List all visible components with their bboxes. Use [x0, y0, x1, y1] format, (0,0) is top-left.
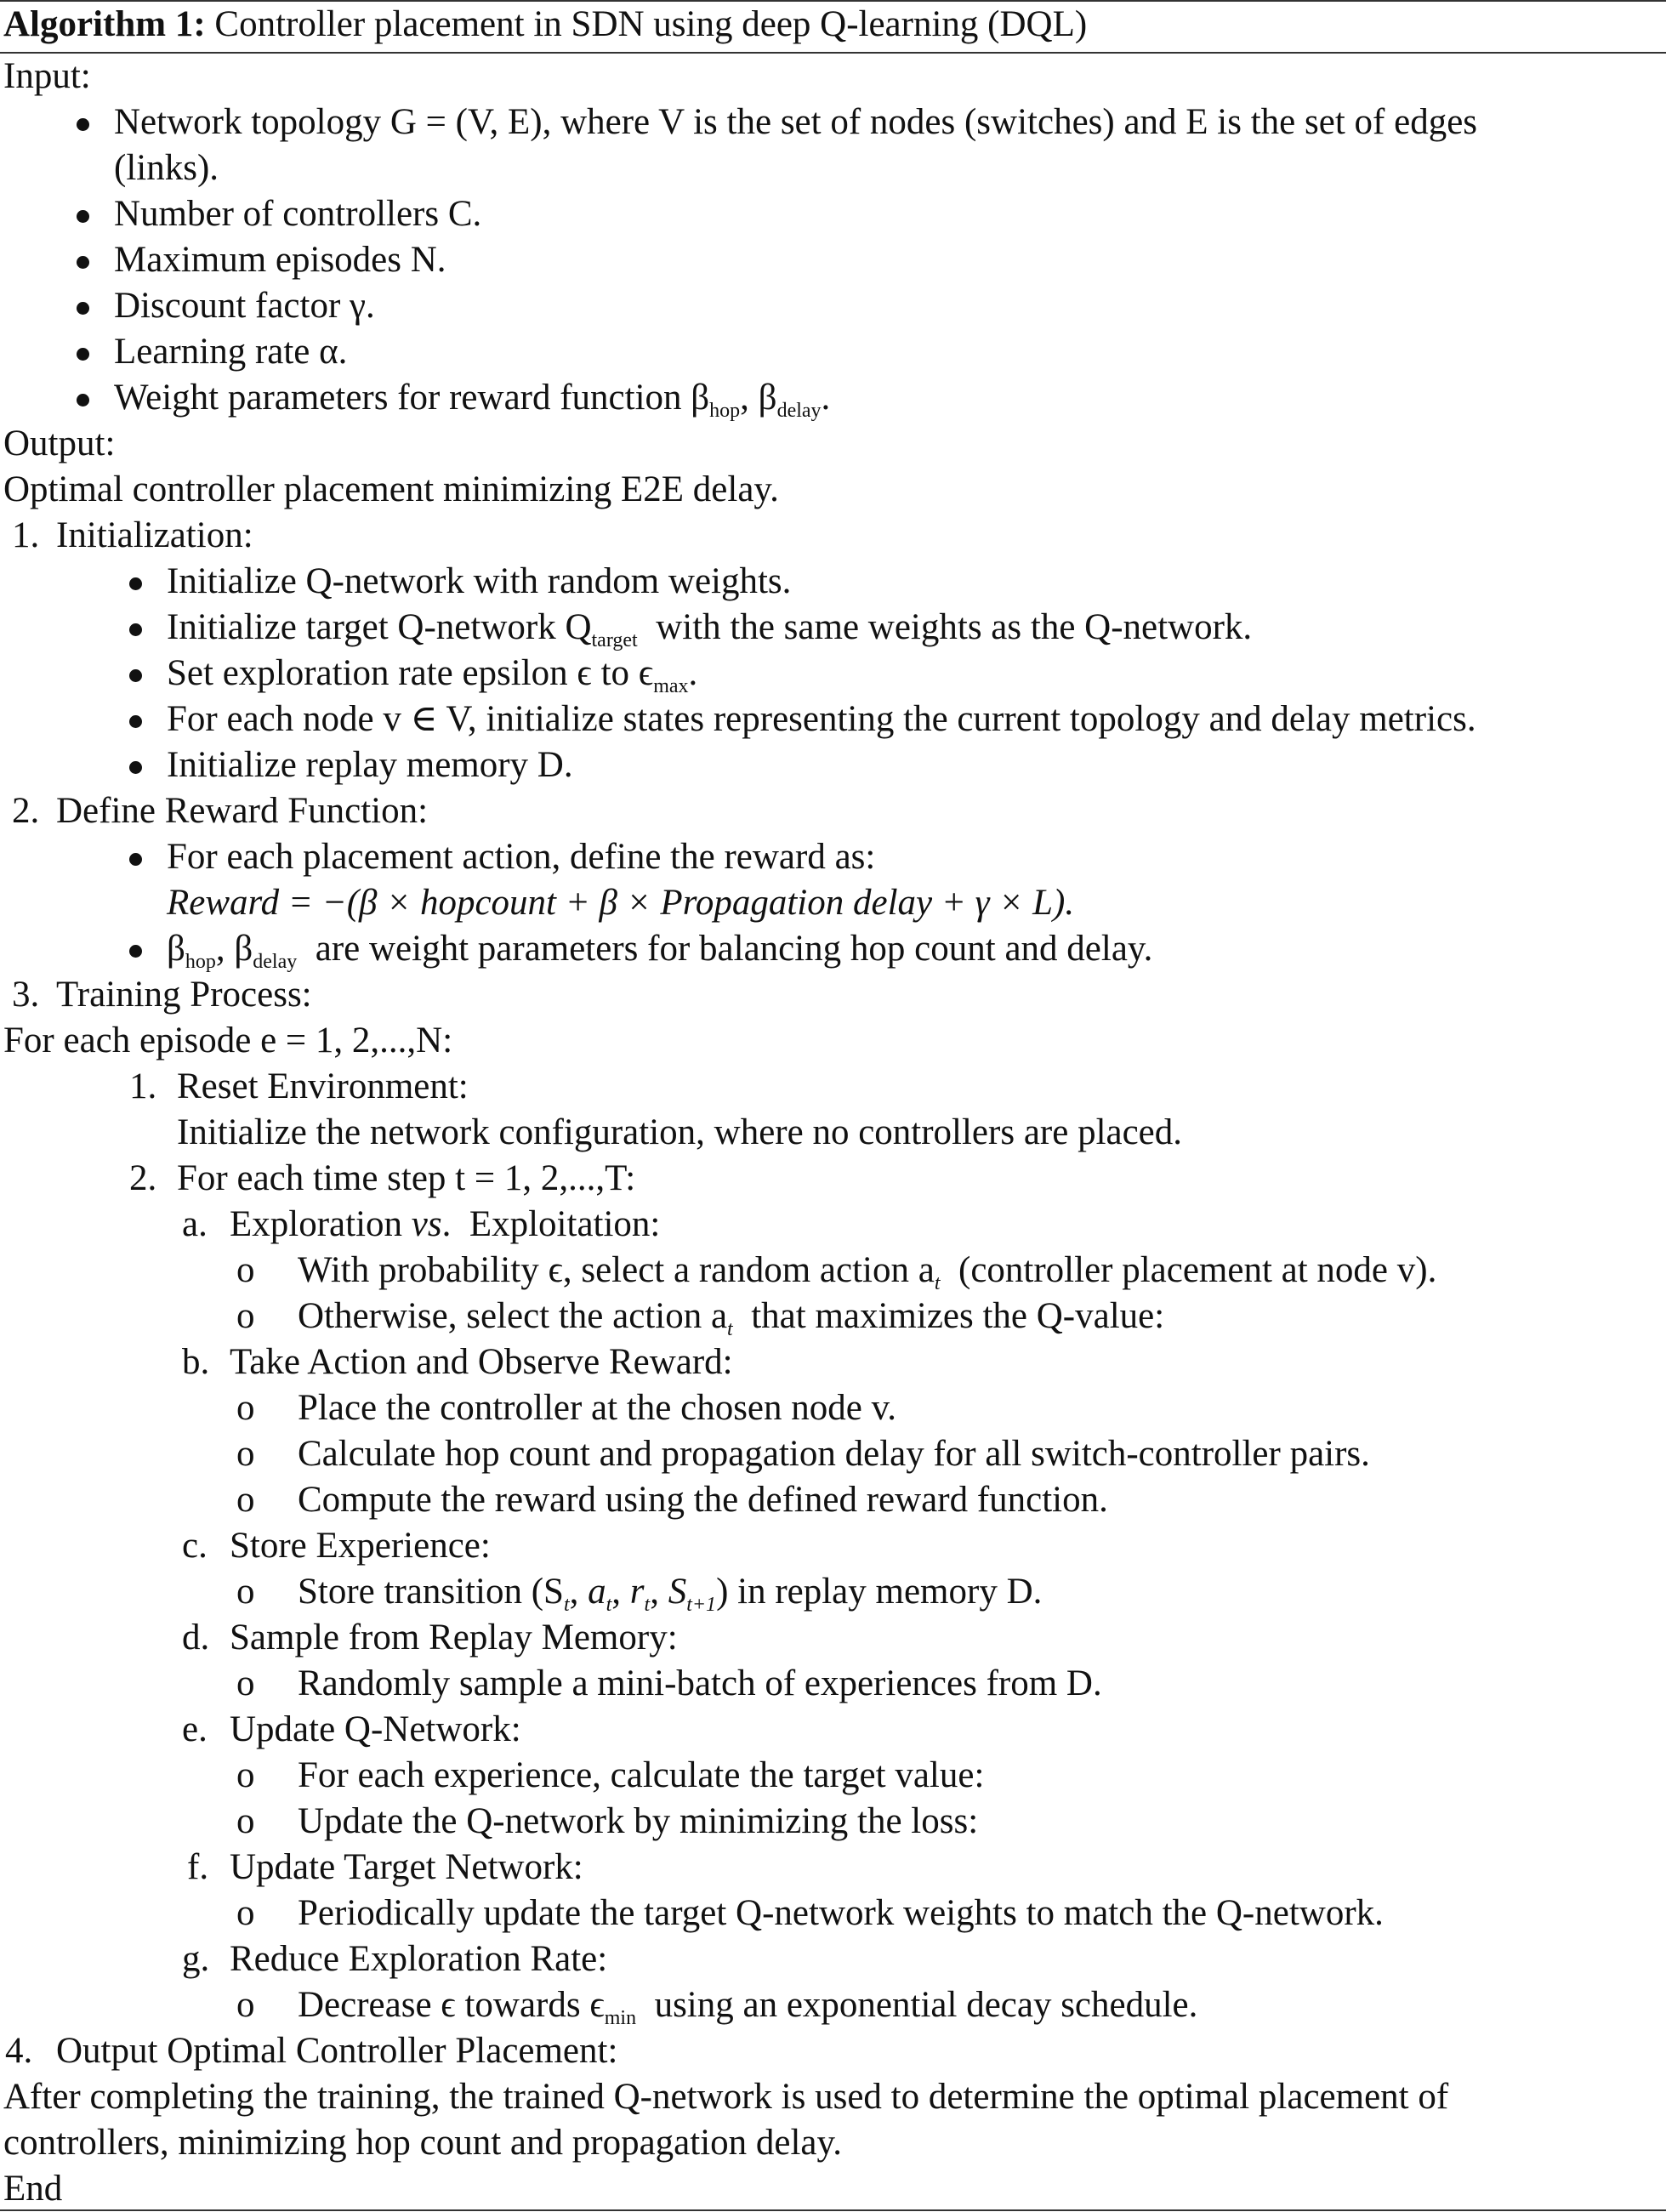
input-heading: Input: [3, 56, 91, 96]
part-b-item-place: Place the controller at the chosen node v. [298, 1388, 897, 1428]
input-item-topology-cont: (links). [114, 148, 219, 188]
bullet-dot [77, 118, 89, 131]
part-f-letter: f. [187, 1847, 209, 1887]
sub-2-number: 2. [129, 1158, 157, 1198]
init-item-qnet: Initialize Q-network with random weights. [167, 561, 792, 601]
episode-loop: For each episode e = 1, 2,...,N: [3, 1021, 453, 1061]
part-a-letter: a. [182, 1204, 208, 1244]
sub-1-number: 1. [129, 1066, 157, 1106]
end-label: End [3, 2169, 63, 2209]
part-e-item-target: For each experience, calculate the target value: [298, 1755, 985, 1795]
o-bullet: o [236, 1434, 255, 1474]
bullet-dot [129, 945, 142, 958]
part-f-title: Update Target Network: [230, 1847, 583, 1887]
part-b-item-calc: Calculate hop count and propagation delay for all switch-controller pairs. [298, 1434, 1370, 1474]
o-bullet: o [236, 1663, 255, 1703]
part-f-item-periodic: Periodically update the target Q-network weights to match the Q-network. [298, 1893, 1384, 1933]
init-item-epsilon: Set exploration rate epsilon ϵ to $\epsilon_{max}$. [167, 653, 698, 697]
bullet-dot [129, 761, 142, 774]
part-b-title: Take Action and Observe Reward: [230, 1342, 733, 1382]
part-d-title: Sample from Replay Memory: [230, 1618, 678, 1658]
reward-item-weights: $\beta_{hop}$, $\beta_{delay}$ are weight parameters for balancing hop count and delay. [167, 929, 1153, 973]
algorithm-title: Controller placement in SDN using deep Q-learning (DQL) [214, 4, 1088, 44]
sub-2-title: For each time step t = 1, 2,...,T: [177, 1158, 636, 1198]
part-d-letter: d. [182, 1618, 210, 1658]
step-4-number: 4. [5, 2031, 33, 2071]
init-item-replay: Initialize replay memory D. [167, 745, 573, 785]
reward-item-define: For each placement action, define the reward as: [167, 837, 876, 877]
step-4-title: Output Optimal Controller Placement: [56, 2031, 618, 2071]
part-a-item-greedy: Otherwise, select the action $a_t$ that maximizes the Q-value: [298, 1296, 1165, 1340]
o-bullet: o [236, 1250, 255, 1290]
input-item-weights: Weight parameters for reward function $\beta_{hop}$, $\beta_{delay}$. [114, 378, 831, 422]
output-heading: Output: [3, 424, 116, 463]
bullet-dot [77, 256, 89, 269]
step-1-number: 1. [12, 515, 40, 555]
step-4-text-2: controllers, minimizing hop count and propagation delay. [3, 2123, 842, 2163]
input-item-topology: Network topology G = (V, E), where V is the set of nodes (switches) and E is the set of edges [114, 102, 1478, 142]
input-item-controllers: Number of controllers C. [114, 194, 482, 234]
bullet-dot [129, 715, 142, 728]
o-bullet: o [236, 1572, 255, 1612]
o-bullet: o [236, 1755, 255, 1795]
bullet-dot [77, 210, 89, 223]
part-e-letter: e. [182, 1709, 208, 1749]
input-item-episodes: Maximum episodes N. [114, 240, 446, 280]
init-item-target: Initialize target Q-network $Q_{target}$ with the same weights as the Q-network. [167, 607, 1253, 651]
input-item-learning-rate: Learning rate α. [114, 332, 348, 372]
step-2-title: Define Reward Function: [56, 791, 429, 831]
algorithm-label: Algorithm 1: [3, 4, 206, 44]
o-bullet: o [236, 1480, 255, 1520]
o-bullet: o [236, 1296, 255, 1336]
part-g-item-decay: Decrease ϵ towards $\epsilon_{min}$ using an exponential decay schedule. [298, 1985, 1198, 2029]
bullet-dot [77, 348, 89, 361]
bullet-dot [129, 853, 142, 866]
init-item-states: For each node v ∈ V, initialize states representing the current topology and delay metrics. [167, 699, 1476, 739]
step-1-title: Initialization: [56, 515, 253, 555]
bullet-dot [129, 669, 142, 682]
bullet-dot [129, 577, 142, 590]
sub-1-text: Initialize the network configuration, where no controllers are placed. [177, 1112, 1183, 1152]
step-3-title: Training Process: [56, 975, 312, 1015]
bullet-dot [129, 623, 142, 636]
part-b-item-reward: Compute the reward using the defined reward function. [298, 1480, 1108, 1520]
input-item-discount: Discount factor γ. [114, 286, 375, 326]
part-g-letter: g. [182, 1939, 210, 1979]
o-bullet: o [236, 1388, 255, 1428]
part-g-title: Reduce Exploration Rate: [230, 1939, 608, 1979]
part-b-letter: b. [182, 1342, 210, 1382]
step-2-number: 2. [12, 791, 40, 831]
part-c-letter: c. [182, 1526, 208, 1566]
bullet-dot [77, 302, 89, 315]
caption-rule [0, 52, 1666, 54]
part-d-item-sample: Randomly sample a mini-batch of experiences from D. [298, 1663, 1102, 1703]
bullet-dot [77, 394, 89, 407]
algorithm-caption [3, 2, 1087, 48]
o-bullet: o [236, 1985, 255, 2025]
step-3-number: 3. [12, 975, 40, 1015]
part-e-item-loss: Update the Q-network by minimizing the loss: [298, 1801, 979, 1841]
o-bullet: o [236, 1893, 255, 1933]
part-a-item-random: With probability ϵ, select a random action $a_t$ (controller placement at node v). [298, 1250, 1437, 1294]
sub-1-title: Reset Environment: [177, 1066, 469, 1106]
reward-formula: Reward = −(β × hopcount + β × Propagation delay + γ × L). [167, 883, 1075, 923]
part-c-item-store: Store transition ($S_t$, $a_t$, $r_t$, $S_{t+1}$) in replay memory D. [298, 1572, 1043, 1616]
o-bullet: o [236, 1801, 255, 1841]
output-text: Optimal controller placement minimizing E2E delay. [3, 469, 779, 509]
part-a-title: Exploration vs. Exploitation: [230, 1204, 661, 1244]
part-e-title: Update Q-Network: [230, 1709, 521, 1749]
part-c-title: Store Experience: [230, 1526, 491, 1566]
step-4-text-1: After completing the training, the trained Q-network is used to determine the optimal placement of [3, 2077, 1449, 2117]
